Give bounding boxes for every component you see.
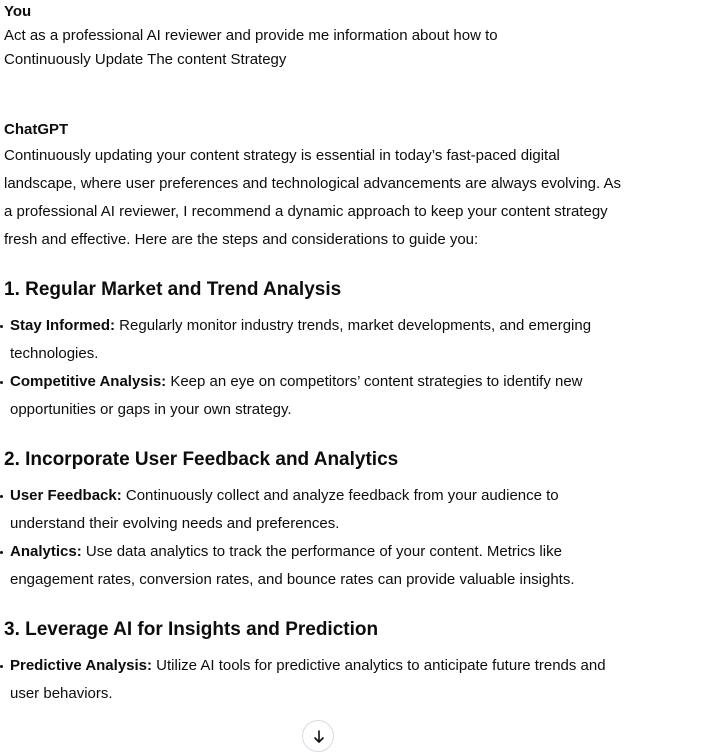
list-item-label: Analytics: (10, 543, 82, 560)
assistant-message-block (4, 118, 624, 708)
list-item (4, 538, 624, 594)
section-list (4, 312, 624, 424)
bullet-icon (0, 495, 3, 498)
list-item-label: User Feedback: (10, 487, 122, 504)
list-item (4, 368, 624, 424)
list-item-label: Stay Informed: (10, 317, 116, 334)
list-item-text: Use data analytics to track the performance of your content. Metrics like engagement rates, conversion rates, and bounce rates can provide valuable insights. (10, 543, 575, 588)
arrow-down-icon (311, 729, 327, 745)
assistant-intro-text: Continuously updating your content strategy is essential in today’s fast-paced digital landscape, where user preferences and technological advancements are always evolving. As a professional AI reviewer, I recommend a dynamic approach to keep your content strategy fresh and effective. Here are the steps and considerations to guide you: (4, 147, 622, 248)
section-heading: 3. Leverage AI for Insights and Prediction (4, 619, 379, 640)
conversation (4, 0, 624, 708)
section-list (4, 482, 624, 594)
section-heading: 1. Regular Market and Trend Analysis (4, 279, 342, 300)
user-author-label: You (4, 3, 32, 20)
list-item-text: Regularly monitor industry trends, market developments, and emerging technologies. (10, 317, 592, 362)
section-list (4, 652, 624, 708)
assistant-author-label: ChatGPT (4, 121, 69, 138)
section-heading: 2. Incorporate User Feedback and Analytics (4, 449, 399, 470)
user-message-text: Act as a professional AI reviewer and provide me information about how to Continuously Update The content Strategy (4, 27, 498, 68)
user-message-block (4, 0, 624, 72)
list-item-label: Competitive Analysis: (10, 373, 167, 390)
bullet-icon (0, 325, 3, 328)
list-item (4, 312, 624, 368)
scroll-to-bottom-button[interactable] (302, 720, 334, 752)
list-item-text: Keep an eye on competitors’ content strategies to identify new opportunities or gaps in your own strategy. (10, 373, 583, 418)
bullet-icon (0, 551, 3, 554)
list-item-text: Continuously collect and analyze feedback from your audience to understand their evolving needs and preferences. (10, 487, 559, 532)
list-item-label: Predictive Analysis: (10, 657, 153, 674)
list-item-text: Utilize AI tools for predictive analytics to anticipate future trends and user behaviors. (10, 657, 606, 702)
bullet-icon (0, 381, 3, 384)
bullet-icon (0, 665, 3, 668)
list-item (4, 652, 624, 708)
list-item (4, 482, 624, 538)
